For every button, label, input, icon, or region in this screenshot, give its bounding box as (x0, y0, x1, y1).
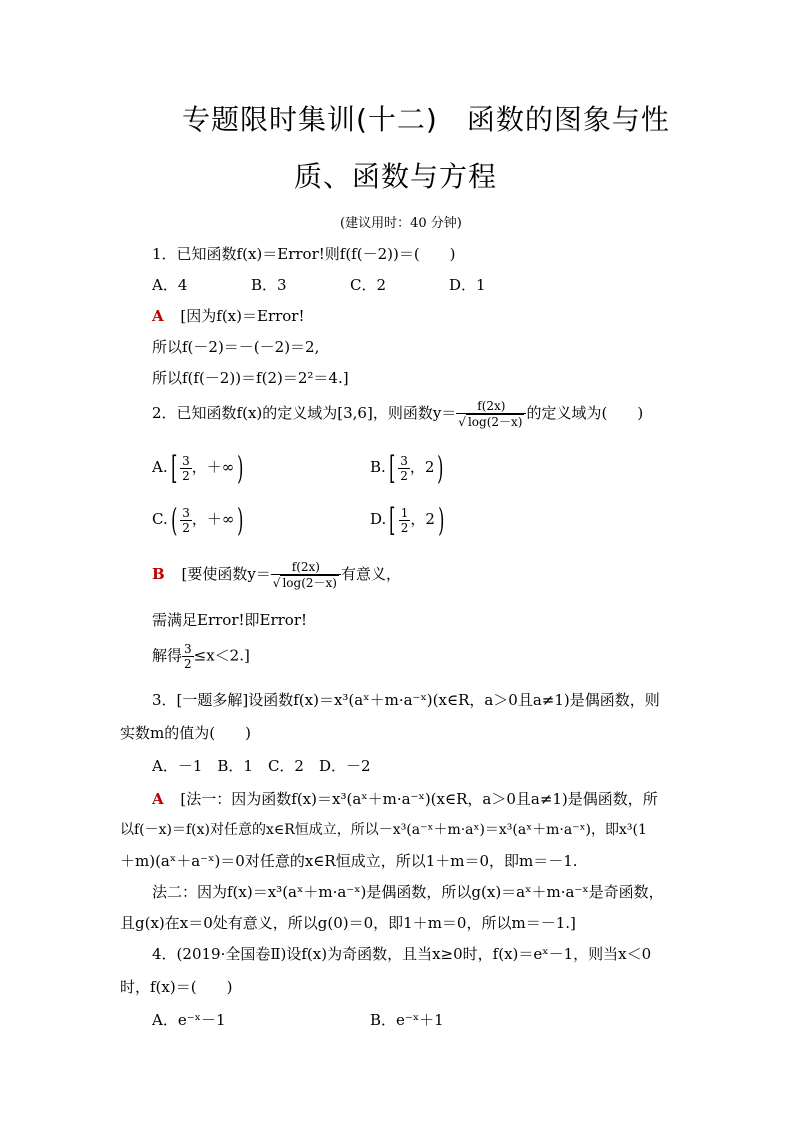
q1-answer-line (152, 306, 305, 326)
sqrt-icon: √ (272, 576, 281, 590)
q1-solution-1: [因为f(x)＝Error! (180, 307, 305, 325)
q2-fraction (456, 399, 526, 429)
q3-line-1: 3．[一题多解]设函数f(x)＝x³(aˣ＋m·a⁻ˣ)(x∈R，a＞0且a≠1)是偶函数，则 (152, 691, 660, 709)
q2-stem-pre: 2．已知函数f(x)的定义域为[3,6]，则函数y＝ (152, 404, 457, 422)
q2-solution-2: 需满足Error!即Error! (152, 611, 308, 629)
q3-solution-1: [法一：因为函数f(x)＝x³(aˣ＋m·a⁻ˣ)(x∈R，a＞0且a≠1)是偶函数，所 (180, 790, 658, 808)
q2-frac-num: f(2x) (456, 399, 526, 414)
q3-solution-4: 法二：因为f(x)＝x³(aˣ＋m·a⁻ˣ)是偶函数，所以g(x)＝aˣ＋m·a⁻ˣ是奇函数， (152, 883, 664, 901)
left-paren-icon: ( (170, 501, 178, 539)
sqrt-icon: √ (458, 415, 466, 429)
right-paren-icon: ) (237, 501, 244, 539)
q4-line-2: 时，f(x)＝( ) (120, 978, 233, 996)
q1-solution-2: 所以f(－2)＝－(－2)＝2, (152, 338, 320, 356)
q4-line-1: 4．(2019·全国卷Ⅱ)设f(x)为奇函数，且当x≥0时，f(x)＝eˣ－1，则当x＜0 (152, 945, 652, 963)
q3-solution-2: 以f(－x)＝f(x)对任意的x∈R恒成立，所以－x³(a⁻ˣ＋m·aˣ)＝x³(aˣ＋m·a⁻ˣ)，即x³(1 (120, 822, 647, 838)
right-paren-icon: ) (437, 449, 444, 487)
page-title-line-2: 质、函数与方程 (294, 160, 498, 193)
q2-option-d: D.[ $\frac{1}{2}$ ，2) (370, 501, 445, 539)
q2-solution-post: 有意义， (340, 565, 401, 583)
right-paren-icon: ) (438, 501, 445, 539)
q2-answer: B (152, 565, 165, 583)
q2-option-c: C.( $\frac{3}{2}$ ，＋∞) (152, 501, 244, 539)
q1-option-a: A．4 (152, 276, 188, 294)
q1-option-d: D．1 (449, 276, 486, 294)
q2-frac-den: log(2－x) (467, 415, 523, 429)
q3-options: A．－1 B．1 C．2 D．－2 (152, 757, 371, 775)
q2-option-a: A.[ $\frac{3}{2}$ ，＋∞) (152, 449, 244, 487)
q2-option-b: B.[ $\frac{3}{2}$ ，2) (370, 449, 444, 487)
q2-stem (152, 399, 643, 429)
page-title-line-1: 专题限时集训(十二) 函数的图象与性 (182, 103, 670, 136)
q1-option-b: B．3 (251, 276, 287, 294)
q2-answer-line (152, 560, 401, 590)
time-hint: (建议用时：40 分钟) (340, 216, 462, 231)
q3-solution-5: 且g(x)在x＝0处有意义，所以g(0)＝0，即1＋m＝0，所以m＝－1.] (120, 914, 576, 932)
q4-option-a: A．e⁻ˣ－1 (152, 1011, 226, 1029)
q1-answer: A (152, 307, 164, 325)
q4-option-b: B．e⁻ˣ＋1 (370, 1011, 444, 1029)
q3-answer-line (152, 789, 658, 809)
q3-solution-3: ＋m)(aˣ＋a⁻ˣ)＝0对任意的x∈R恒成立，所以1＋m＝0，即m＝－1. (120, 852, 578, 870)
q1-stem: 1．已知函数f(x)＝Error!则f(f(－2))＝( ) (152, 245, 456, 263)
q1-option-c: C．2 (350, 276, 387, 294)
q2-solution-fraction: $\frac{f(2x)}{√ \log(2-x)}$ (271, 560, 341, 590)
left-bracket-icon: [ (170, 449, 177, 487)
q2-solution-3: 解得 $\frac{3}{2}$ ≤x＜2.] (152, 642, 250, 671)
q2-solution-pre: [要使函数y＝ (181, 565, 271, 583)
left-bracket-icon: [ (389, 501, 396, 539)
right-paren-icon: ) (237, 449, 244, 487)
q1-solution-3: 所以f(f(－2))＝f(2)＝2²＝4.] (152, 369, 349, 387)
left-bracket-icon: [ (388, 449, 396, 487)
q2-stem-post: 的定义域为( ) (526, 404, 644, 422)
q3-answer: A (152, 790, 164, 808)
q3-line-2: 实数m的值为( ) (120, 724, 251, 742)
